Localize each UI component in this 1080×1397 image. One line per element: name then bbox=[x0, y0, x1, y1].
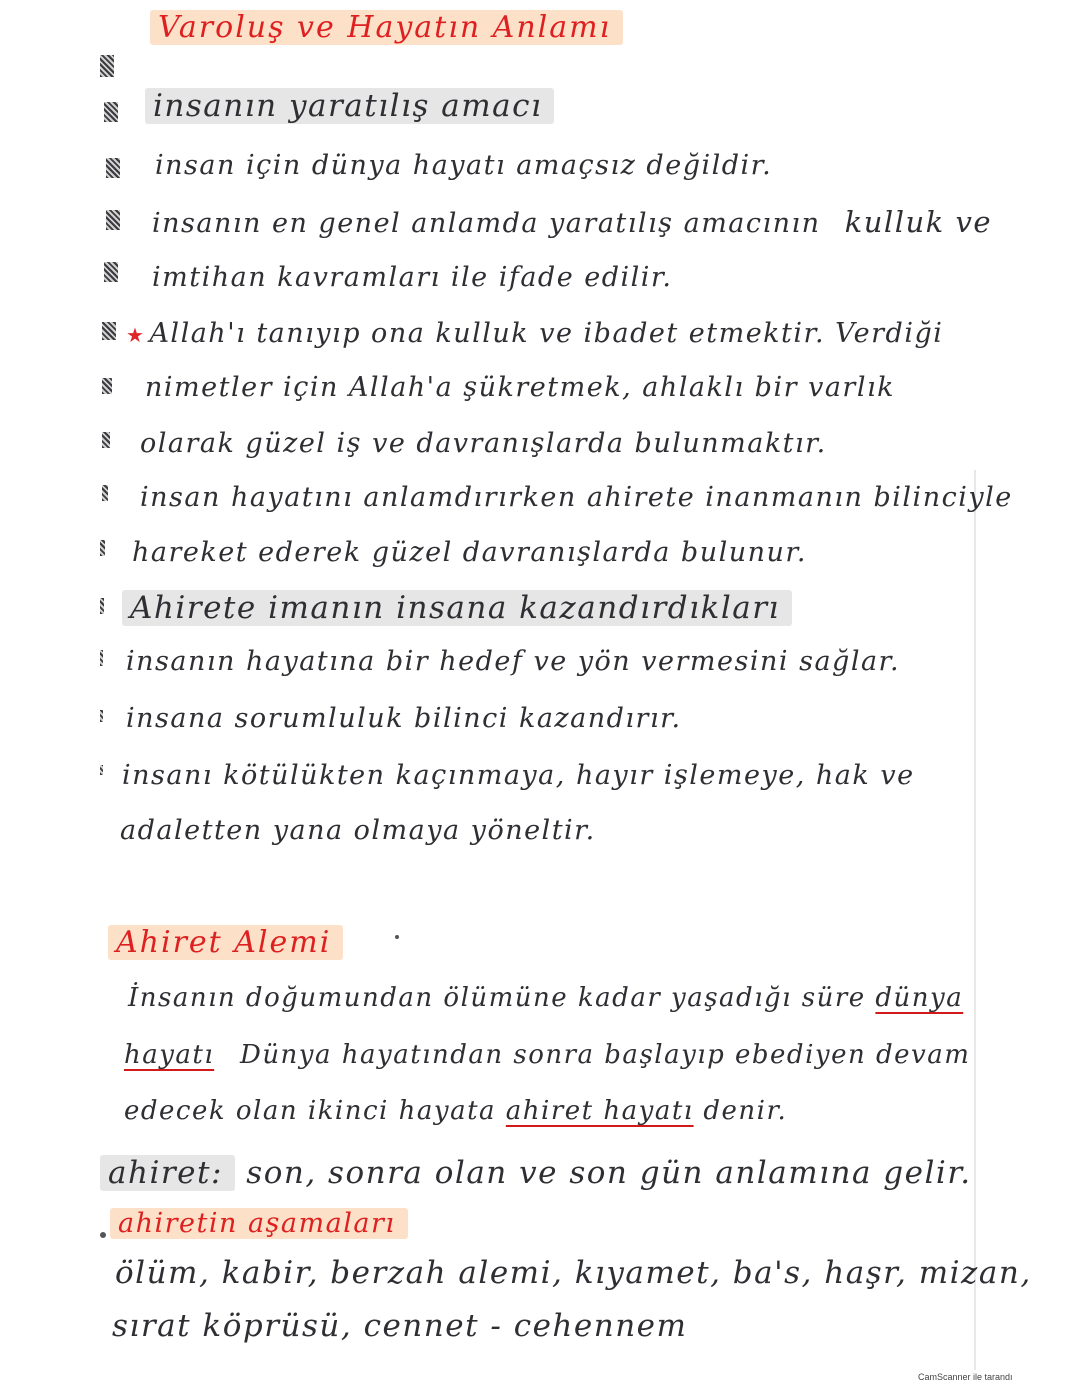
ink-dot bbox=[100, 1232, 106, 1238]
text-line bbox=[126, 318, 943, 349]
ink-dot bbox=[395, 935, 399, 939]
text-line bbox=[124, 1040, 970, 1070]
text-line: hareket ederek güzel davranışlarda bulunur. bbox=[132, 537, 807, 568]
section-heading-creation-purpose bbox=[145, 88, 554, 124]
term-hayati: hayatı bbox=[124, 1040, 215, 1070]
text-line: insanı kötülükten kaçınmaya, hayır işlemeye, hak ve bbox=[122, 760, 915, 791]
text-line: nimetler için Allah'a şükretmek, ahlaklı bir varlık bbox=[145, 372, 895, 403]
page-title bbox=[150, 10, 623, 45]
text-line: insana sorumluluk bilinci kazandırır. bbox=[126, 703, 682, 734]
term-dunya: dünya bbox=[875, 983, 964, 1013]
binding-mark-icon bbox=[102, 485, 108, 501]
page-margin-line bbox=[974, 470, 976, 1370]
binding-mark-icon bbox=[106, 158, 120, 178]
binding-mark-icon bbox=[100, 650, 103, 666]
text-line: olarak güzel iş ve davranışlarda bulunmaktır. bbox=[140, 428, 827, 459]
text-segment: Allah'ı tanıyıp ona kulluk ve ibadet etmektir. Verdiği bbox=[149, 318, 944, 349]
definition-line bbox=[100, 1155, 972, 1191]
term-ahiret-hayati: ahiret hayatı bbox=[505, 1096, 694, 1126]
stages-heading-text: ahiretin aşamaları bbox=[110, 1208, 408, 1239]
text-segment: insanın en genel anlamda yaratılış amacının bbox=[152, 208, 821, 239]
text-line: insan için dünya hayatı amaçsız değildir. bbox=[155, 150, 773, 181]
binding-mark-icon bbox=[102, 322, 116, 340]
definition-term: ahiret: bbox=[100, 1155, 235, 1191]
binding-mark-icon bbox=[102, 378, 112, 394]
section-heading-ahiret-alemi bbox=[108, 925, 343, 960]
star-icon: ★ bbox=[126, 323, 146, 347]
binding-mark-icon bbox=[104, 262, 118, 282]
binding-mark-icon bbox=[104, 102, 118, 122]
stages-heading bbox=[110, 1208, 408, 1239]
section-heading-text: Ahirete imanın insana kazandırdıkları bbox=[122, 590, 792, 626]
binding-mark-icon bbox=[100, 765, 103, 775]
text-line: imtihan kavramları ile ifade edilir. bbox=[152, 262, 673, 293]
section-heading-text: insanın yaratılış amacı bbox=[145, 88, 554, 124]
text-line bbox=[152, 205, 992, 239]
binding-mark-icon bbox=[100, 710, 103, 722]
text-segment: edecek olan ikinci hayata bbox=[124, 1096, 497, 1126]
page-title-text: Varoluş ve Hayatın Anlamı bbox=[150, 10, 623, 45]
text-line: insan hayatını anlamdırırken ahirete inanmanın bilinciyle bbox=[140, 482, 1013, 513]
text-segment-kulluk: kulluk ve bbox=[844, 205, 992, 239]
scanner-watermark: CamScanner ile tarandı bbox=[918, 1372, 1013, 1382]
binding-mark-icon bbox=[100, 598, 104, 614]
text-segment: Dünya hayatından sonra başlayıp ebediyen devam bbox=[239, 1040, 971, 1070]
binding-mark-icon bbox=[102, 432, 110, 448]
text-line bbox=[124, 1096, 787, 1126]
text-line: adaletten yana olmaya yöneltir. bbox=[120, 815, 596, 846]
section-heading-benefits bbox=[122, 590, 792, 626]
stages-line: ölüm, kabir, berzah alemi, kıyamet, ba's, haşr, mizan, bbox=[115, 1255, 1032, 1291]
text-line bbox=[128, 983, 963, 1013]
binding-mark-icon bbox=[106, 210, 120, 230]
text-line: insanın hayatına bir hedef ve yön vermesini sağlar. bbox=[126, 646, 901, 677]
stages-line: sırat köprüsü, cennet - cehennem bbox=[112, 1308, 688, 1344]
binding-mark-icon bbox=[100, 540, 105, 556]
binding-mark-icon bbox=[100, 55, 114, 77]
text-segment: İnsanın doğumundan ölümüne kadar yaşadığı süre bbox=[128, 983, 866, 1013]
definition-text: son, sonra olan ve son gün anlamına gelir. bbox=[246, 1155, 972, 1191]
text-segment: denir. bbox=[703, 1096, 788, 1126]
section-heading-text: Ahiret Alemi bbox=[108, 925, 343, 960]
